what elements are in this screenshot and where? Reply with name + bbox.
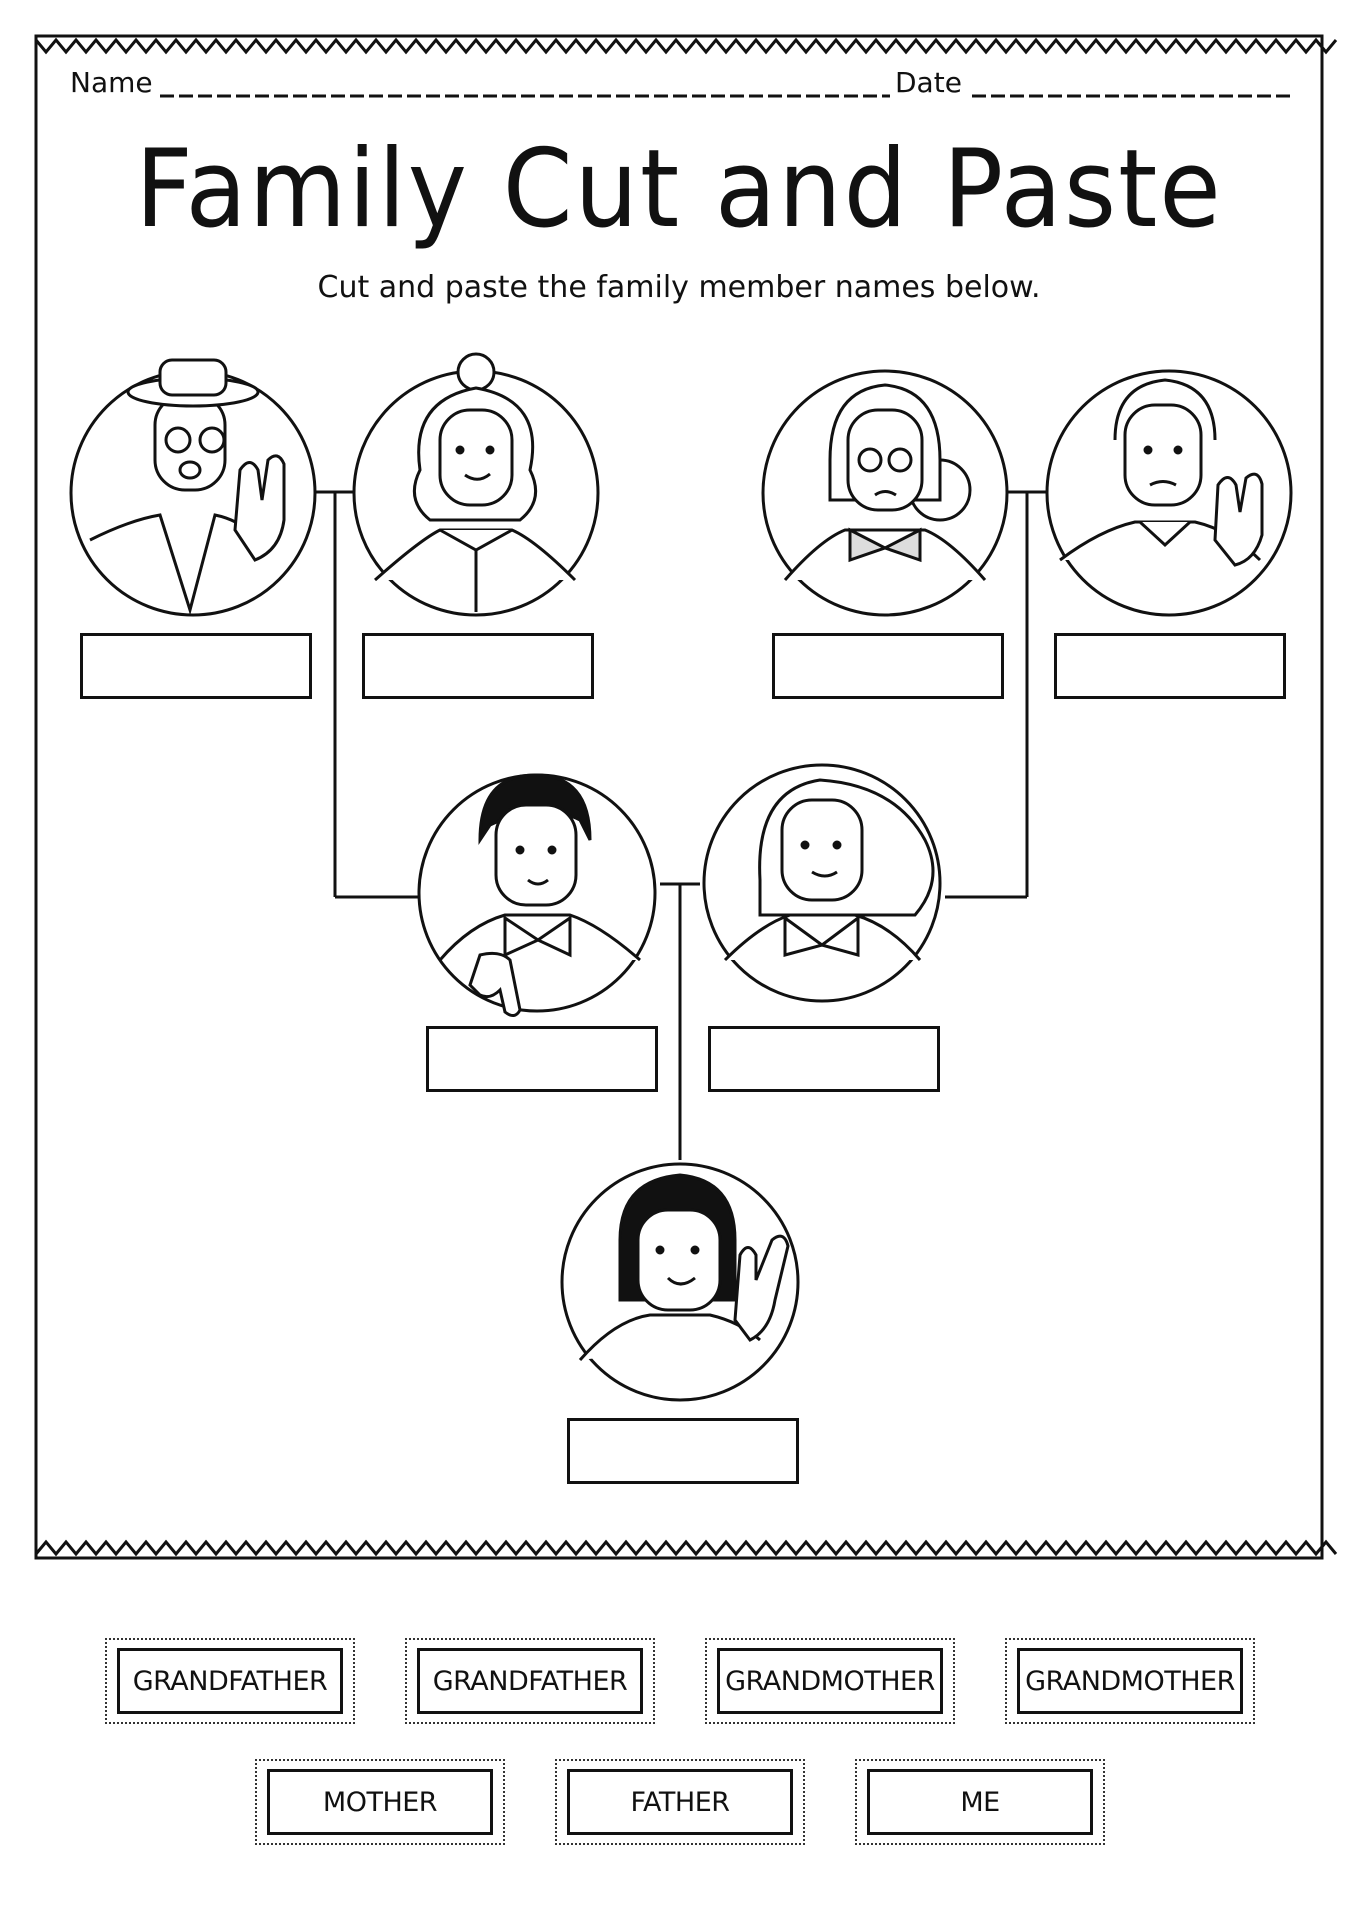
cutout-card[interactable] [855,1759,1105,1845]
grandfather-hat-glasses-waving-icon [71,360,315,615]
cutout-label: GRANDFATHER [417,1648,643,1714]
name-label: Name [70,66,153,99]
cutout-label: GRANDMOTHER [717,1648,943,1714]
blank-box-grandfather-right[interactable] [1054,633,1286,699]
cutout-card[interactable] [555,1759,805,1845]
blank-box-mother[interactable] [708,1026,940,1092]
cutout-card[interactable] [105,1638,355,1724]
zigzag-top-border [36,40,1336,52]
cutout-label: ME [867,1769,1093,1835]
cutout-card[interactable] [705,1638,955,1724]
blank-box-me[interactable] [567,1418,799,1484]
zigzag-top-path [36,40,1336,52]
blank-box-father[interactable] [426,1026,658,1092]
blank-box-grandmother-left[interactable] [362,633,594,699]
date-label: Date [895,66,962,99]
zigzag-bottom-border [36,1542,1336,1554]
name-line[interactable] [160,91,890,101]
father-bowtie-icon [419,775,655,1016]
cutout-label: GRANDMOTHER [1017,1648,1243,1714]
grandfather-waving-icon [1047,371,1291,615]
zigzag-bottom-path [36,1542,1336,1554]
grandmother-bun-icon [354,354,598,615]
girl-peace-sign-icon [562,1164,798,1400]
blank-box-grandmother-right[interactable] [772,633,1004,699]
blank-box-grandfather-left[interactable] [80,633,312,699]
cutout-label: MOTHER [267,1769,493,1835]
grandmother-glasses-icon [763,371,1007,615]
cutout-card[interactable] [405,1638,655,1724]
cutout-label: FATHER [567,1769,793,1835]
page-title: Family Cut and Paste [135,125,1223,252]
cutout-card[interactable] [1005,1638,1255,1724]
date-line[interactable] [972,91,1292,101]
cutout-card[interactable] [255,1759,505,1845]
cutout-label: GRANDFATHER [117,1648,343,1714]
instructions: Cut and paste the family member names below. [317,270,1041,305]
mother-bowtie-icon [704,765,940,1001]
